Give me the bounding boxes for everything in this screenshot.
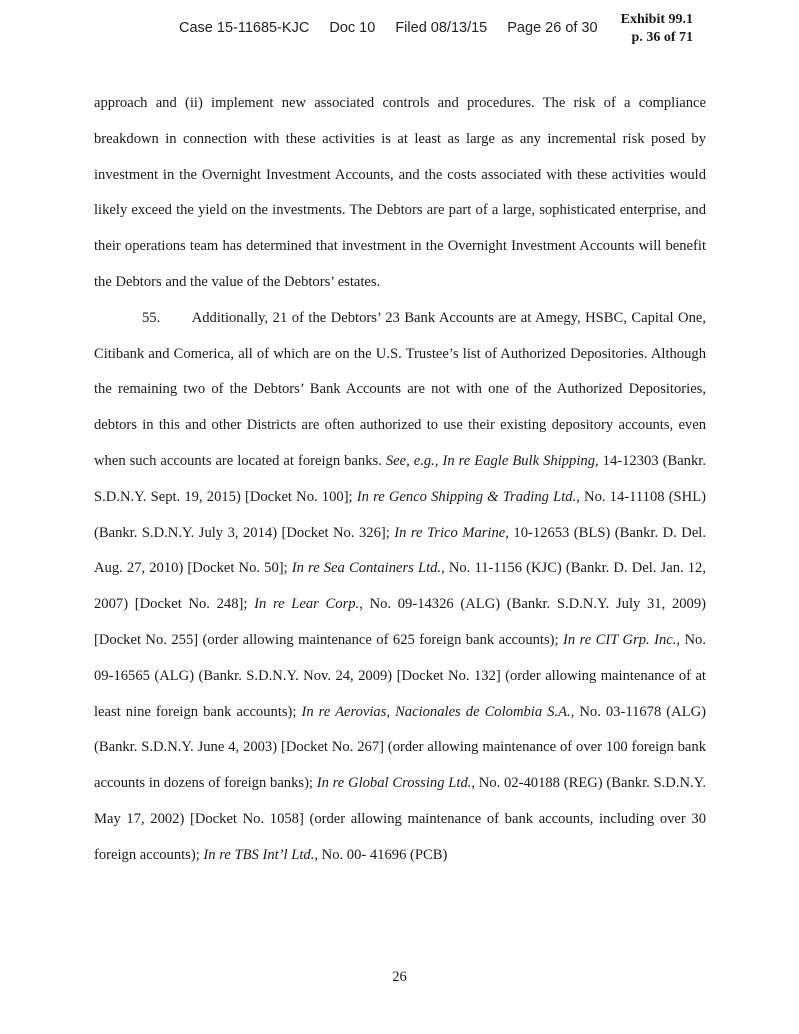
- case-citation: See, e.g.: [385, 452, 435, 469]
- case-citation: In re Lear Corp.: [254, 596, 360, 613]
- exhibit-label: [621, 11, 693, 47]
- paragraph-text: , No. 00- 41696 (PCB): [314, 846, 448, 863]
- paragraph-55: [94, 301, 706, 874]
- paragraph-text: , No. 11-1156 (KJC) (Bankr. D. Del. Jan. 12, 2007) [Docket No. 248];: [94, 560, 706, 613]
- case-citation: In re CIT Grp. Inc.: [563, 631, 677, 648]
- case-stamp: [179, 20, 598, 36]
- case-citation: In re Eagle Bulk Shipping: [442, 452, 595, 469]
- paragraph-text: , No. 02-40188 (REG) (Bankr. S.D.N.Y. May 17, 2002) [Docket No. 1058] (order allowing maintenance of bank accounts, including over 30 foreign accounts);: [94, 775, 706, 863]
- paragraph-text: Additionally, 21 of the Debtors’ 23 Bank Accounts are at Amegy, HSBC, Capital One, Citibank and Comerica, all of which are on the U.S. Trustee’s list of Authorized Depositories. Although the remaining two of the Debtors’ Bank Accounts are not with one of the Authorized Depositories, debtors in this and other Districts are often authorized to use their existing depository accounts, even when such accounts are located at foreign banks.: [94, 309, 707, 469]
- page-of-total: Page 26 of 30: [507, 20, 598, 36]
- case-citation: In re Aerovias, Nacionales de Colombia S.A.: [301, 703, 571, 720]
- paragraph-number: 55.: [142, 309, 161, 326]
- case-citation: In re Global Crossing Ltd.: [316, 775, 472, 792]
- paragraph-text: , No. 09-14326 (ALG) (Bankr. S.D.N.Y. July 31, 2009) [Docket No. 255] (order allowing maintenance of 625 foreign bank accounts);: [94, 596, 706, 648]
- exhibit-number: Exhibit 99.1: [620, 12, 693, 27]
- paragraph-text: ,: [434, 452, 443, 469]
- filed-date: Filed 08/13/15: [395, 20, 488, 36]
- paragraph-text: , No. 09-16565 (ALG) (Bankr. S.D.N.Y. Nov. 24, 2009) [Docket No. 132] (order allowing maintenance of at least nine foreign bank accounts);: [94, 631, 706, 720]
- paragraph-text: , 10-12653 (BLS) (Bankr. D. Del. Aug. 27, 2010) [Docket No. 50];: [94, 524, 707, 577]
- case-number: Case 15-11685-KJC: [179, 20, 310, 36]
- filing-header: [0, 12, 799, 56]
- paragraph-text: , No. 03-11678 (ALG) (Bankr. S.D.N.Y. June 4, 2003) [Docket No. 267] (order allowing maintenance of over 100 foreign bank accounts in dozens of foreign banks);: [94, 703, 707, 792]
- case-citation: In re Trico Marine: [394, 524, 506, 541]
- document-body: [94, 86, 706, 874]
- paragraph-text: , 14-12303 (Bankr. S.D.N.Y. Sept. 19, 2015) [Docket No. 100];: [94, 452, 706, 505]
- doc-number: Doc 10: [329, 20, 376, 36]
- paragraph-text: , No. 14-11108 (SHL) (Bankr. S.D.N.Y. July 3, 2014) [Docket No. 326];: [94, 488, 706, 541]
- case-citation: In re Genco Shipping & Trading Ltd.: [356, 488, 577, 505]
- page-number: 26: [392, 969, 407, 985]
- case-citation: In re TBS Int’l Ltd.: [203, 846, 315, 863]
- exhibit-page: p. 36 of 71: [631, 30, 693, 45]
- paragraph-continued: approach and (ii) implement new associated controls and procedures. The risk of a compliance breakdown in connection with these activities is at least as large as any incremental risk posed by investment in the Overnight Investment Accounts, and the costs associated with these activities would likely exceed the yield on the investments. The Debtors are part of a large, sophisticated enterprise, and their operations team has determined that investment in the Overnight Investment Accounts will benefit the Debtors and the value of the Debtors’ estates.: [94, 95, 706, 290]
- case-citation: In re Sea Containers Ltd.: [291, 560, 442, 577]
